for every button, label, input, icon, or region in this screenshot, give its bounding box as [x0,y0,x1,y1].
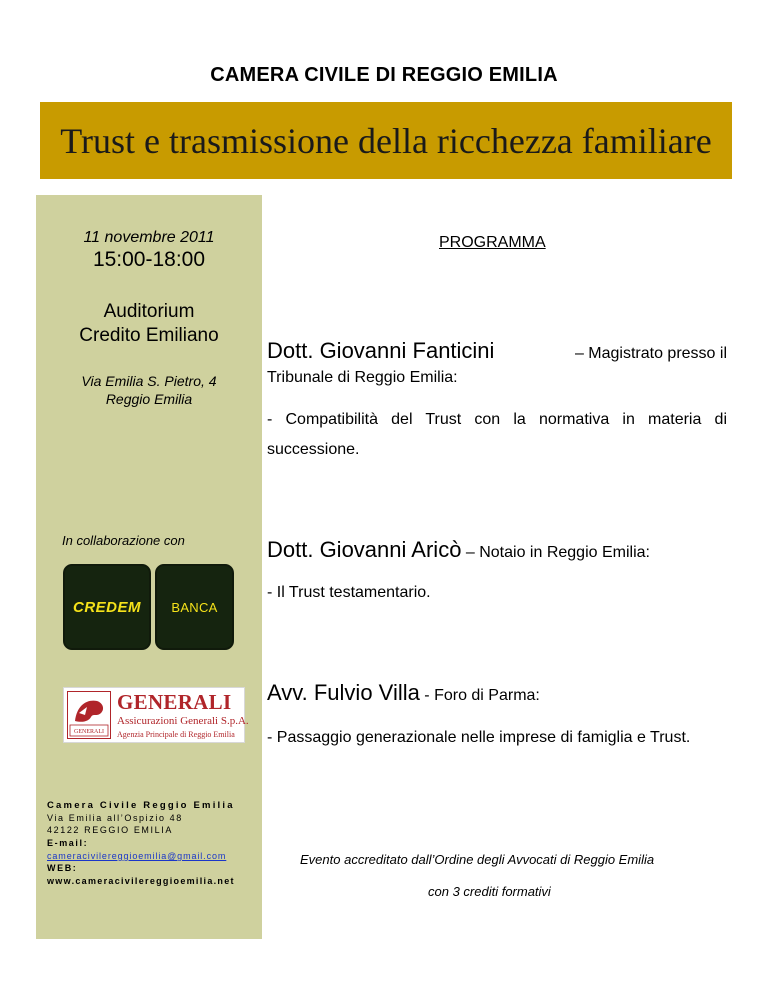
venue-line-1: Auditorium [103,301,195,322]
speaker-2-topic: - Il Trust testamentario. [267,584,431,601]
document-title: Trust e trasmissione della ricchezza familiare [60,120,712,161]
generali-logo-agency: Agenzia Principale di Reggio Emilia [117,730,235,739]
speaker-1-topic: - Compatibilità del Trust con la normativa in materia di successione. [267,411,727,458]
contact-street: Via Emilia all’Ospizio 48 [47,813,183,823]
program-heading: PROGRAMMA [439,234,546,251]
speaker-2-line [267,537,727,563]
contact-web-label: WEB: [47,863,78,873]
credem-logo-text: CREDEM [72,598,141,616]
sidebar [36,195,262,939]
contact-email-link[interactable]: cameracivilereggioemilia@gmail.com [47,851,227,861]
speaker-1-name: Dott. Giovanni Fanticini [267,338,495,363]
credem-logo-right-panel [155,564,234,650]
collaboration-label: In collaborazione con [62,533,185,548]
speaker-1-line [267,338,727,364]
credem-logo-left-panel [63,564,151,650]
contact-city: 42122 REGGIO EMILIA [47,825,173,835]
contact-email-label: E-mail: [47,838,89,848]
generali-logo [63,687,249,743]
accreditation-line-2: con 3 crediti formativi [428,884,551,899]
generali-logo-name: GENERALI [117,690,232,714]
accreditation-line-1: Evento accreditato dall’Ordine degli Avvocati di Reggio Emilia [300,852,655,867]
contact-web-address: www.cameracivilereggioemilia.net [47,876,235,886]
generali-lion-emblem-icon [67,691,111,739]
event-time: 15:00-18:00 [92,248,206,271]
banca-logo-text: BANCA [171,599,218,615]
venue-address-line-2: Reggio Emilia [105,391,193,407]
speaker-2-role: – Notaio in Reggio Emilia: [461,544,650,561]
speaker-3-topic: - Passaggio generazionale nelle imprese di famiglia e Trust. [267,729,691,746]
venue-line-2: Credito Emiliano [79,325,219,346]
event-date: 11 novembre 2011 [83,229,215,246]
speaker-3-role: - Foro di Parma: [419,687,540,704]
contact-name: Camera Civile Reggio Emilia [47,800,235,811]
speaker-3-name: Avv. Fulvio Villa [267,680,420,705]
speaker-1-role: – Magistrato presso il [574,345,727,362]
speaker-2-name: Dott. Giovanni Aricò [267,537,462,562]
venue-address-line-1: Via Emilia S. Pietro, 4 [81,373,217,389]
credem-banca-logo [63,564,234,650]
speaker-1-role-continued: Tribunale di Reggio Emilia: [267,369,458,386]
svg-text:GENERALI: GENERALI [74,729,104,735]
speaker-3-line [267,680,727,706]
organization-header: CAMERA CIVILE DI REGGIO EMILIA [210,64,558,86]
generali-logo-subtitle: Assicurazioni Generali S.p.A. [117,715,249,727]
title-band [40,102,732,179]
